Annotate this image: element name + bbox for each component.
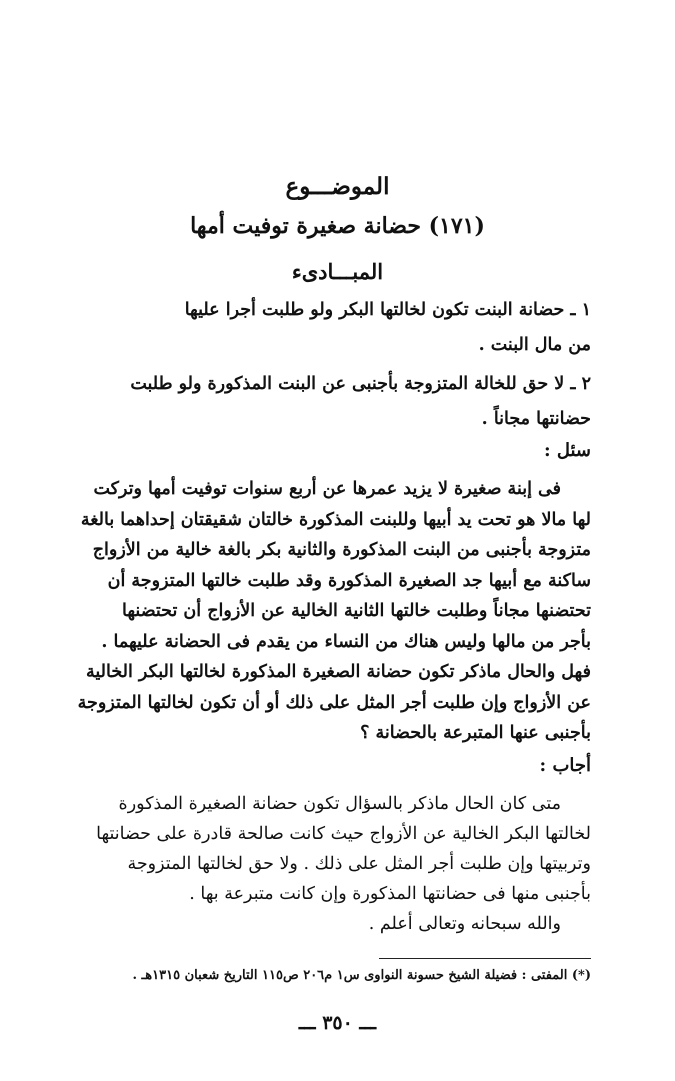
answer-line: متى كان الحال ماذكر بالسؤال تكون حضانة الصغيرة المذكورة <box>118 794 561 814</box>
question-label: سئل : <box>543 440 591 461</box>
principles-heading: المبـــادىء <box>291 259 384 284</box>
question-line: بأجنبى عنها المتبرعة بالحضانة ؟ <box>360 723 591 743</box>
answer-line: والله سبحانه وتعالى أعلم . <box>368 914 561 934</box>
topic-heading: الموضـــوع <box>285 173 390 200</box>
principle-line: ١ ـ حضانة البنت تكون لخالتها البكر ولو طلبت أجرا عليها <box>184 300 591 320</box>
footnote-divider <box>379 958 591 959</box>
answer-line: بأجنبى منها فى حضانتها المذكورة وإن كانت متبرعة بها . <box>189 884 591 904</box>
answer-line: وتربيتها وإن طلبت أجر المثل على ذلك . ولا حق لخالتها المتزوجة <box>127 854 591 874</box>
principle-line: من مال البنت . <box>478 335 591 355</box>
question-line: عن الأزواج وإن طلبت أجر المثل على ذلك أو أن تكون لخالتها المتزوجة <box>77 692 591 713</box>
question-line: تحتضنها مجاناً وطلبت خالتها الثانية الخالية عن الأزواج أن تحتضنها <box>122 601 591 621</box>
question-line: ساكنة مع أبيها جد الصغيرة المذكورة وقد طلبت خالتها المتزوجة أن <box>107 570 591 591</box>
question-line: لها مالا هو تحت يد أبيها وللبنت المذكورة خالتان شقيقتان إحداهما بالغة <box>80 509 591 530</box>
answer-label: أجاب : <box>539 755 591 776</box>
answer-line: لخالتها البكر الخالية عن الأزواج حيث كانت صالحة قادرة على حضانتها <box>96 824 591 844</box>
question-line: بأجر من مالها وليس هناك من النساء من يقدم فى الحضانة عليهما . <box>101 631 591 652</box>
question-line: متزوجة بأجنبى من البنت المذكورة والثانية بكر بالغة خالية من الأزواج <box>92 540 591 560</box>
footnote: (*) المفتى : فضيلة الشيخ حسونة النواوى س١ م٢٠٦ ص١١٥ التاريخ شعبان ١٣١٥هـ . <box>132 968 591 983</box>
question-body <box>62 474 591 749</box>
question-line: فهل والحال ماذكر تكون حضانة الصغيرة المذكورة لخالتها البكر الخالية <box>86 662 591 682</box>
answer-body <box>62 789 591 939</box>
principle-1 <box>62 293 591 363</box>
fatwa-title: (١٧١) حضانة صغيرة توفيت أمها <box>190 213 485 239</box>
principle-line: حضانتها مجاناً . <box>481 409 591 429</box>
principle-2 <box>62 367 591 437</box>
page-number: ـــ ٣٥٠ ـــ <box>298 1012 377 1034</box>
question-line: فى إبنة صغيرة لا يزيد عمرها عن أربع سنوات توفيت أمها وتركت <box>93 479 561 499</box>
principle-line: ٢ ـ لا حق للخالة المتزوجة بأجنبى عن البنت المذكورة ولو طلبت <box>130 374 591 394</box>
